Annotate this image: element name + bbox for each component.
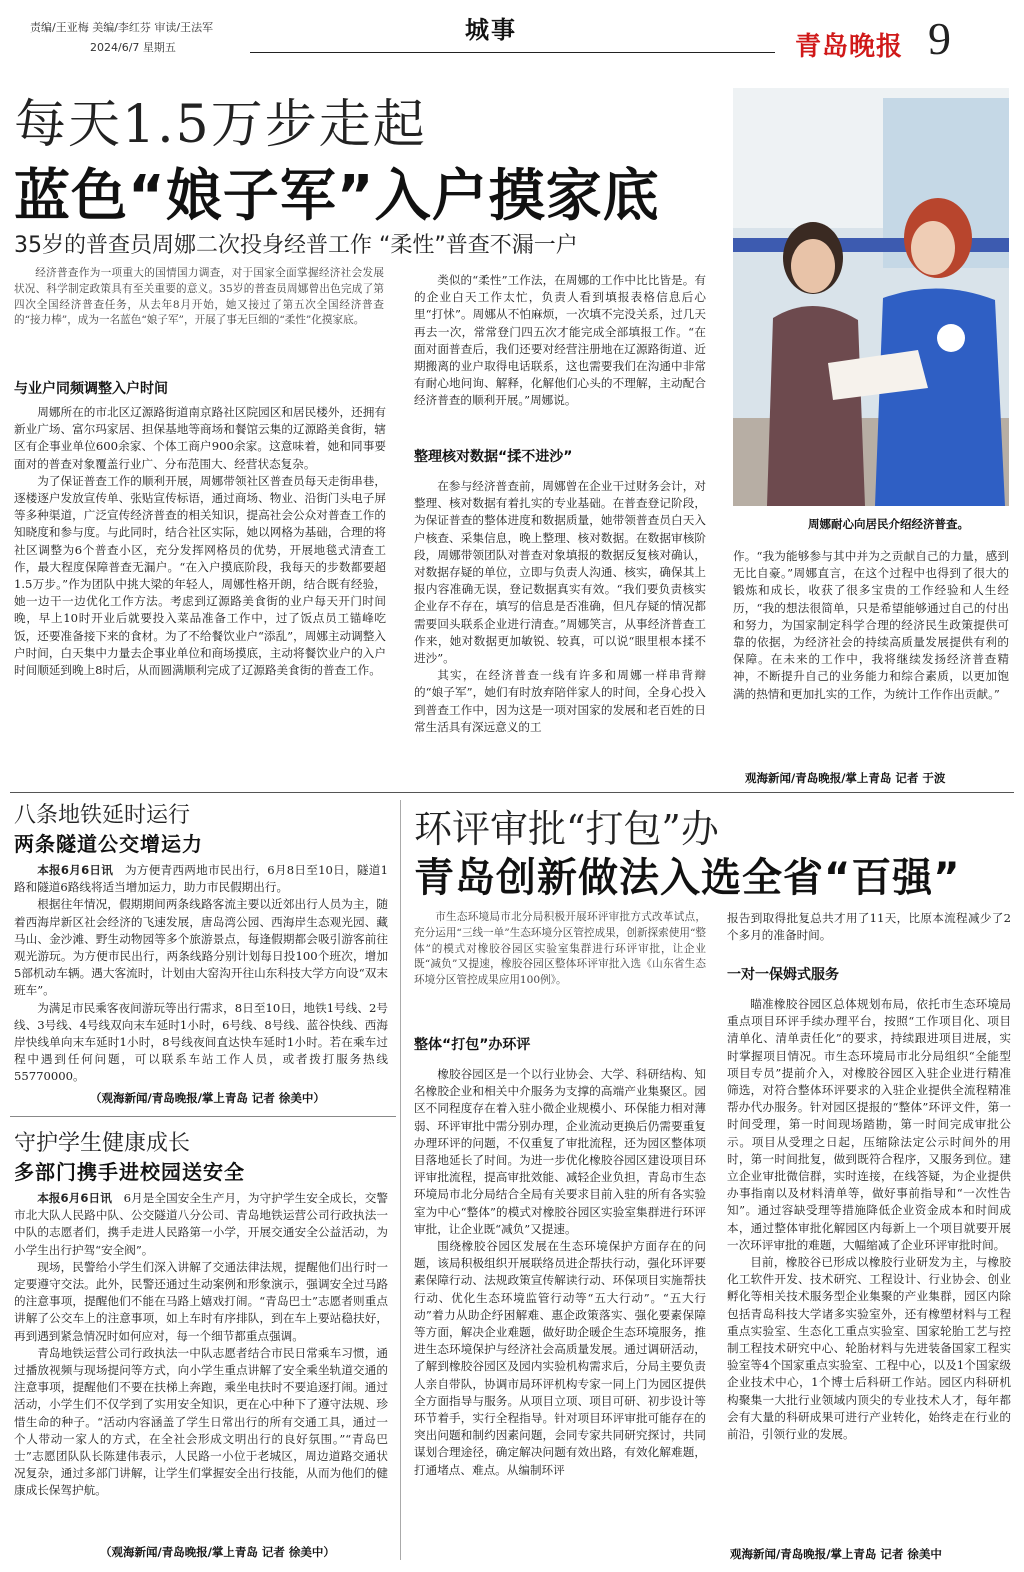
main-deck: 35岁的普查员周娜二次投身经普工作 “柔性”普查不漏一户: [14, 233, 578, 258]
main-column-1: [14, 404, 386, 786]
main-headline: 蓝色“娘子军”入户摸家底: [14, 164, 660, 229]
main-subhead-2: 整理核对数据“揉不进沙”: [414, 449, 573, 465]
paragraph: 围绕橡胶谷园区发展在生态环境保护方面存在的问题，该局积极组织开展联络员进企帮扶行动，强化环评要素保障行动、法规政策宣传解读行动、环保项目实施帮扶行动、优化生态环境监管行动等“五大行动”。“五大行动”着力从助企纾困解难、惠企政策落实、强化要素保障等方面，解决企业难题，做好助企暖企生态环境服务，推进生态环境保护与经济社会高质量发展。通过调研活动，了解到橡胶谷园区及园内实验机构需求后，分局主要负责人亲自带队，协调市局环评机构专家一同上门为园区提供全方面指导与服务。从项目立项、项目可研、初步设计等环节着手，实行全程指导。针对项目环评审批可能存在的突出问题和制约因素问题，会同专家共同研究探讨，共同谋划合理途径，确定解决问题有效出路，有效化解难题，打通堵点、难点。从编制环评: [414, 1239, 706, 1477]
metro-kicker: 八条地铁延时运行: [14, 803, 191, 828]
env-lead-block: [414, 910, 706, 989]
main-column-3: [733, 548, 1009, 753]
school-body: [14, 1190, 388, 1540]
env-column-2: [727, 910, 1011, 946]
env-credit: 观海新闻/青岛晚报/掌上青岛 记者 徐美中: [730, 1547, 942, 1561]
paragraph: 青岛地铁运营公司行政执法一中队志愿者结合市民日常乘车习惯，通过播放视频与现场提问等方式，向小学生重点讲解了安全乘坐轨道交通的注意事项，提醒他们不要在扶梯上奔跑，乘坐电扶时不要追逐打闹。通过活动，小学生们不仅学到了实用安全知识，更在心中种下了遵守法规、珍惜生命的种子。“活动内容涵盖了学生日常出行的所有交通工具，通过一个人带动一家人的方式，在全社会形成文明出行的良好氛围。”“青岛巴士”志愿团队队长陈建伟表示，人民路一小位于老城区，周边道路交通状况复杂，通过多部门讲解，让学生们掌握安全出行技能，从而为他们的健康成长保驾护航。: [14, 1345, 388, 1498]
metro-body: [14, 862, 388, 1090]
metro-credit: （观海新闻/青岛晚报/掌上青岛 记者 徐美中）: [90, 1091, 325, 1105]
school-dateline: 本报6月6日讯: [37, 1191, 112, 1205]
header-rule: [250, 52, 775, 53]
metro-headline: 两条隧道公交增运力: [14, 832, 203, 856]
paragraph: 根据往年情况，假期期间两条线路客流主要以近郊出行人员为主，随着西海岸新区社会经济的飞速发展，唐岛湾公园、西海岸生态观光园、藏马山、金沙滩、野生动物园等多个旅游景点，每逢假期都会吸引游客前往观光游玩。为方便市民出行，两条线路分别计划每日投100个班次，增加5部机动车辆。遇大客流时，计划由大窑沟开往山东科技大学方向设“双末班车”。: [14, 897, 388, 998]
paragraph: 其实，在经济普查一线有许多和周娜一样串背辩的“娘子军”，她们有时放弃陪伴家人的时间，全身心投入到普查工作中，因为这是一项对国家的发展和老百姓的日常生活具有深远意义的工: [414, 668, 706, 734]
paragraph: [14, 862, 388, 896]
paragraph: [14, 1190, 388, 1259]
paragraph: 为满足市民乘客夜间游玩等出行需求，8日至10日，地铁1号线、2号线、3号线、4号线双向末车延时1小时，6号线、8号线、蓝谷快线、西海岸快线单向末车延时1小时，8号线夜间直达快车延时1小时。若在乘车过程中遇到任何问题，可以联系车站工作人员，或者拨打服务热线55770000。: [14, 1000, 388, 1084]
paragraph: 周娜所在的市北区辽源路街道南京路社区院园区和居民楼外，还拥有新业广场、富尔玛家居、担保基地等商场和餐馆云集的辽源路美食街，辖区有企事业单位600余家、个体工商户900余家。这意味着，她和同事要面对的普查对象覆盖行业广、分布范围大、经营状态复杂。: [14, 405, 386, 471]
paragraph: 为了保证普查工作的顺利开展，周娜带领社区普查员每天走街串巷，逐楼逐户发放宣传单、张贴宣传标语，通过商场、物业、沿街门头电子屏等多种渠道，广泛宣传经济普查的相关知识，提高社会公众对普查工作的知晓度和参与度。与此同时，结合社区实际，她以网格为基础，合理的将社区调整为6个普查小区，充分发挥网格员的优势，开展地毯式清查工作，最大程度保障普查无漏户。“在入户摸底阶段，我每天的步数都要超1.5万步。”作为团队中挑大梁的年轻人，周娜性格开朗，结合既有经验，她一边干一边优化工作方法。考虑到辽源路美食街的业户每天开门时间晚，早上10时开业后就要投入菜品准备工作中，过了饭点员工锚峰吃饭，还要准备接下来的食材。为了不给餐饮业户“添乱”，周娜主动调整入户时间，白天集中力量去企事业单位和商场摸底，主动将餐饮业户的入户时间顺延到晚上8时后，从而圆满顺利完成了辽源路美食街的普查工作。: [14, 473, 386, 678]
paragraph-text: 6月是全国安全生产月，为守护学生安全成长，交警市北大队人民路中队、公交隧道八分公司、青岛地铁运营公司行政执法一中队的志愿者们，携手走进人民路第一小学，开展交通安全公益活动，为小学生出行护驾“安全阀”。: [14, 1191, 388, 1257]
env-kicker: 环评审批“打包”办: [414, 807, 719, 851]
env-lead: 市生态环境局市北分局积极开展环评审批方式改革试点，充分运用“三线一单”生态环境分区管控成果，创新探索使用“整体”的模式对橡胶谷园区实验室集群进行环评审批，让企业既“减负”又提速，橡胶谷园区整体环评审批入选《山东省生态环境分区管控成果应用100例》。: [414, 911, 706, 987]
newspaper-logo: 青岛晚报: [795, 32, 904, 62]
paragraph: 在参与经济普查前，周娜曾在企业干过财务会计，对整理、核对数据有着扎实的专业基础。在普查登记阶段，为保证普查的整体进度和数据质量，她带领普查员白天入户核查、采集信息，晚上整理、核对数据。在数据审核阶段，周娜带领团队对普查对象填报的数据反复核对确认，对数据存疑的单位，立即与负责人沟通、核实，确保其上报内容准确无误，登记数据真实有效。“我们要负责核实企业存不存在，填写的信息是否准确，但凡存疑的情况都需要回头联系企业进行清查。”周娜笑言，从事经济普查工作来，她对数据更加敏锐、较真，可以说“眼里根本揉不进沙”。: [414, 479, 706, 666]
main-column-2b: [414, 478, 706, 786]
news-photo: [733, 88, 1009, 506]
vertical-divider: [400, 800, 401, 1560]
main-lead: 经济普查作为一项重大的国情国力调查，对于国家全面掌握经济社会发展状况、科学制定政策具有至关重要的意义。35岁的普查员周娜曾出色完成了第四次全国经济普查任务，从去年8月开始，她又接过了第五次全国经济普查的“接力棒”，成为一名蓝色“娘子军”，开展了事无巨细的“柔性”化摸家底。: [14, 267, 384, 327]
section-title: 城事: [465, 16, 517, 44]
issue-date: 2024/6/7 星期五: [90, 41, 176, 54]
photo-caption: 周娜耐心向居民介绍经济普查。: [808, 517, 969, 531]
school-credit: （观海新闻/青岛晚报/掌上青岛 记者 徐美中）: [100, 1545, 335, 1559]
paragraph: 橡胶谷园区是一个以行业协会、大学、科研结构、知名橡胶企业和相关中介服务为支撑的高端产业集聚区。园区不同程度存在着入驻小微企业规模小、环保能力相对薄弱、环评审批中需分别办理，企业流动更换后仍需要重复办理环评的问题，不仅重复了审批流程，还为园区整体项目落地延长了时间。为进一步优化橡胶谷园区建设项目环评审批流程，提高审批效能、减轻企业负担，青岛市生态环境局市北分局结合全局有关要求目前入驻的所有各实验室为中心“整体”的模式对橡胶谷园区实验室集群进行环评审批，让企业既“减负”又提速。: [414, 1067, 706, 1236]
main-credit: 观海新闻/青岛晚报/掌上青岛 记者 于波: [745, 771, 946, 785]
main-lead-block: [14, 266, 384, 329]
school-kicker: 守护学生健康成长: [14, 1131, 191, 1156]
column-divider: [10, 1116, 396, 1117]
main-subhead-1: 与业户同频调整入户时间: [14, 381, 168, 397]
env-headline: 青岛创新做法入选全省“百强”: [414, 855, 961, 901]
metro-dateline: 本报6月6日讯: [37, 863, 114, 877]
paragraph: 类似的“柔性”工作法，在周娜的工作中比比皆是。有的企业白天工作太忙，负责人看到填报表格信息后心里“打怵”。周娜从不怕麻烦，一次填不完没关系，过几天再去一次，常常登门四五次才能完成全部填报工作。“在面对面普查后，我们还要对经营注册地在辽源路街道、近期搬离的业户取得电话联系，这也需要我们在沟通中非常有耐心地问询、解释，化解他们心头的不理解，主动配合经济普查的顺利开展。”周娜说。: [414, 273, 706, 408]
paragraph: 瞄准橡胶谷园区总体规划布局，依托市生态环境局重点项目环评手续办理平台，按照“工作项目化、项目清单化、清单责任化”的要求，持续跟进项目进展，实时掌握项目情况。市生态环境局市北分局组织“全能型项目专员”提前介入，对橡胶谷园区入驻企业进行精准筛选，对符合整体环评要求的入驻企业提供全流程精准帮办代办服务。针对园区提报的“整体”环评文件，第一时间受理，第一时间现场踏勘，第一时间完成审批公示。项目从受理之日起，压缩除法定公示时间外的用时，第一时间批复，做到既符合程序，又服务到位。建立企业审批微信群，实时连接，在线答疑，为企业提供办事指南以及材料清单等，做好事前指导和“一次性告知”。通过容缺受理等措施降低企业资金成本和时间成本，通过整体审批化解园区内每新上一个项目就要开展一次环评审批的难题，大幅缩减了企业环评审批时间。: [727, 997, 1011, 1252]
section-divider: [10, 792, 1014, 793]
paragraph: 作。“我为能够参与其中并为之贡献自己的力量，感到无比自豪。”周娜直言，在这个过程中也得到了很大的锻炼和成长，收获了很多宝贵的工作经验和人生经历，“我的想法很简单，只是希望能够通过自己的付出和努力，为国家制定科学合理的经济民生政策提供可靠的依据，为经济社会的持续高质量发展提供有利的保障。在未来的工作中，我将继续发扬经济普查精神，不断提升自己的业务能力和综合素质，以更加饱满的热情和更加扎实的工作，为统计工作作出贡献。”: [733, 549, 1009, 701]
env-subhead-1: 整体“打包”办环评: [414, 1037, 531, 1053]
env-column-1: [414, 1066, 706, 1556]
paragraph: 现场，民警给小学生们深入讲解了交通法律法规，提醒他们出行时一定要遵守交法。此外，民警还通过生动案例和形象演示，强调安全过马路的注意事项，提醒他们不能在马路上嬉戏打闹。“青岛巴士”志愿者则重点讲解了公交车上的注意事项，如上车时有序排队，到在车上要站稳扶好，再到遇到紧急情况时如何应对，每一个细节都重点强调。: [14, 1259, 388, 1343]
env-subhead-2: 一对一保姆式服务: [727, 967, 839, 983]
main-column-2: [414, 272, 706, 430]
paragraph: 目前，橡胶谷已形成以橡胶行业研发为主，与橡胶化工软件开发、技术研究、工程设计、行业协会、创业孵化等相关技术服务型企业集聚的产业集群，园区内除包括青岛科技大学诸多实验室外，还有橡塑材料与工程重点实验室、生态化工重点实验室、国家轮胎工艺与控制工程技术研究中心、轮胎材料与先进装备国家工程实验室等4个国家重点实验室、工程中心，以及1个国家级企业技术中心，1个博士后科研工作站。园区内科研机构聚集一大批行业领域内顶尖的专业技术人才，每年都会有大量的科研成果可进行产业转化，始终走在行业的前沿，引领行业的发展。: [727, 1255, 1011, 1442]
main-kicker: 每天1.5万步走起: [14, 95, 427, 155]
paragraph: 报告到取得批复总共才用了11天，比原本流程减少了2个多月的准备时间。: [727, 911, 1011, 943]
paragraph-text: 为方便青西两地市民出行，6月8日至10日，隧道1路和隧道6路线将适当增加运力，助力市民假期出行。: [14, 863, 388, 895]
photo-illustration: [733, 88, 1009, 506]
school-headline: 多部门携手进校园送安全: [14, 1160, 245, 1184]
page-number: 9: [928, 13, 951, 64]
editors-line: 责编/王亚梅 美编/李红芬 审读/王法军: [30, 21, 214, 34]
env-column-2b: [727, 996, 1011, 1542]
